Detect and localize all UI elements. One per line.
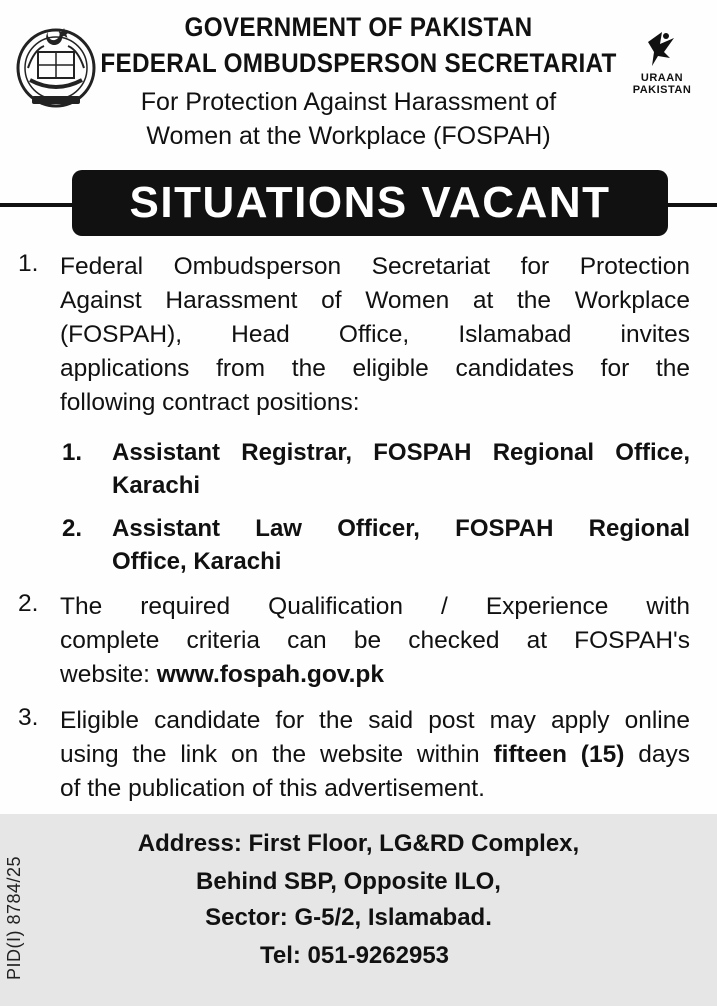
position-2-line: Office, Karachi: [112, 548, 282, 575]
header-government: GOVERNMENT OF PAKISTAN: [184, 12, 533, 42]
item-3-line: Eligible candidate for the said post may apply online: [60, 707, 690, 734]
item-1-line: Federal Ombudsperson Secretariat for Protection: [60, 253, 690, 280]
item-1-line: Against Harassment of Women at the Workplace: [60, 287, 690, 314]
situations-vacant-banner: SITUATIONS VACANT: [72, 170, 668, 236]
website-link[interactable]: www.fospah.gov.pk: [156, 661, 385, 688]
item-1-line: following contract positions:: [60, 389, 360, 416]
item-3-line: [60, 738, 690, 772]
item-3-number: 3.: [18, 704, 39, 731]
position-1-number: 1.: [62, 439, 83, 466]
item-3-text: days: [624, 741, 690, 768]
website-prefix: website:: [60, 661, 157, 688]
header-subtitle-1: For Protection Against Harassment of: [140, 88, 557, 116]
position-2-line: Assistant Law Officer, FOSPAH Regional: [112, 515, 690, 542]
item-1-number: 1.: [18, 250, 39, 277]
header-subtitle-2: Women at the Workplace (FOSPAH): [146, 122, 551, 150]
uraan-title-2: PAKISTAN: [632, 84, 692, 96]
item-3-paragraph: [60, 704, 690, 806]
deadline-days: fifteen (15): [493, 741, 625, 768]
position-1-line: Karachi: [112, 472, 201, 499]
item-2-line-website: [60, 658, 690, 692]
position-2-number: 2.: [62, 515, 83, 542]
item-2-line: The required Qualification / Experience with: [60, 593, 690, 620]
item-1-line: (FOSPAH), Head Office, Islamabad invites: [60, 321, 690, 348]
item-2-line: complete criteria can be checked at FOSPAH's: [60, 627, 690, 654]
pid-code: PID(I) 8784/25: [4, 855, 24, 980]
item-2-paragraph: [60, 590, 690, 692]
address-line-1: Address: First Floor, LG&RD Complex,: [137, 830, 580, 857]
uraan-title-1: URAAN: [640, 72, 684, 84]
position-1-line: Assistant Registrar, FOSPAH Regional Office,: [112, 439, 690, 466]
item-3-text: using the link on the website within: [60, 741, 494, 768]
item-1-line: applications from the eligible candidates for the: [60, 355, 690, 382]
telephone: Tel: 051-9262953: [259, 942, 450, 969]
address-line-2: Behind SBP, Opposite ILO,: [196, 868, 501, 895]
item-1-paragraph: [60, 250, 690, 420]
address-line-3: Sector: G-5/2, Islamabad.: [205, 904, 492, 931]
item-3-line: of the publication of this advertisement.: [60, 775, 485, 802]
header-secretariat: FEDERAL OMBUDSPERSON SECRETARIAT: [100, 48, 617, 78]
item-2-number: 2.: [18, 590, 39, 617]
